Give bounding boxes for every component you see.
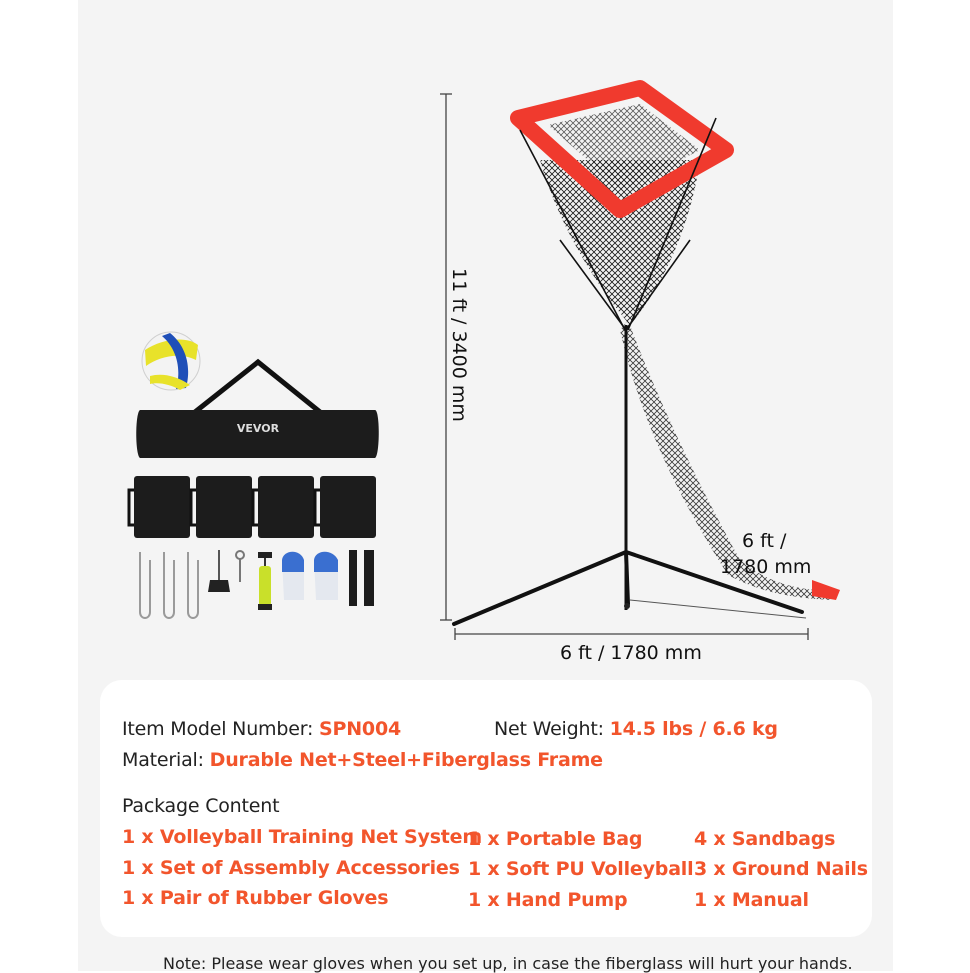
depth-dimension-line1: 6 ft /: [742, 530, 787, 552]
package-item: 1 x Portable Bag: [468, 828, 643, 850]
net-weight-label: Net Weight:: [494, 718, 604, 740]
net-weight-row: [494, 718, 778, 740]
package-item: 4 x Sandbags: [694, 828, 836, 850]
package-item: 1 x Manual: [694, 889, 809, 911]
package-item: 1 x Pair of Rubber Gloves: [122, 887, 389, 909]
hand-pump: [258, 552, 272, 610]
rubber-gloves: [282, 552, 338, 600]
ground-nails: [140, 552, 198, 618]
package-item: 1 x Set of Assembly Accessories: [122, 857, 460, 879]
package-item: 3 x Ground Nails: [694, 858, 868, 880]
material-label: Material:: [122, 749, 204, 771]
straps: [349, 550, 374, 606]
safety-note: Note: Please wear gloves when you set up, in case the fiberglass will hurt your hands.: [163, 954, 853, 973]
package-content-title: Package Content: [122, 795, 280, 817]
height-dimension-label: 11 ft / 3400 mm: [448, 268, 470, 422]
width-dimension-label: 6 ft / 1780 mm: [560, 642, 702, 664]
item-model-value: SPN004: [319, 718, 401, 740]
width-dimension-line: [455, 628, 808, 640]
package-item: 1 x Soft PU Volleyball: [468, 858, 694, 880]
depth-dimension-line2: 1780 mm: [720, 556, 812, 578]
item-model-row: [122, 718, 401, 740]
sandbags: [129, 476, 376, 538]
volleyball: [142, 332, 200, 390]
item-model-label: Item Model Number:: [122, 718, 314, 740]
net-weight-value: 14.5 lbs / 6.6 kg: [609, 718, 778, 740]
material-value: Durable Net+Steel+Fiberglass Frame: [209, 749, 603, 771]
depth-dimension-label: [720, 528, 811, 580]
material-row: [122, 749, 603, 771]
bag-brand-label: VEVOR: [236, 422, 280, 435]
assembly-accessories: [208, 550, 244, 592]
package-item: 1 x Volleyball Training Net System: [122, 826, 482, 848]
package-item: 1 x Hand Pump: [468, 889, 628, 911]
